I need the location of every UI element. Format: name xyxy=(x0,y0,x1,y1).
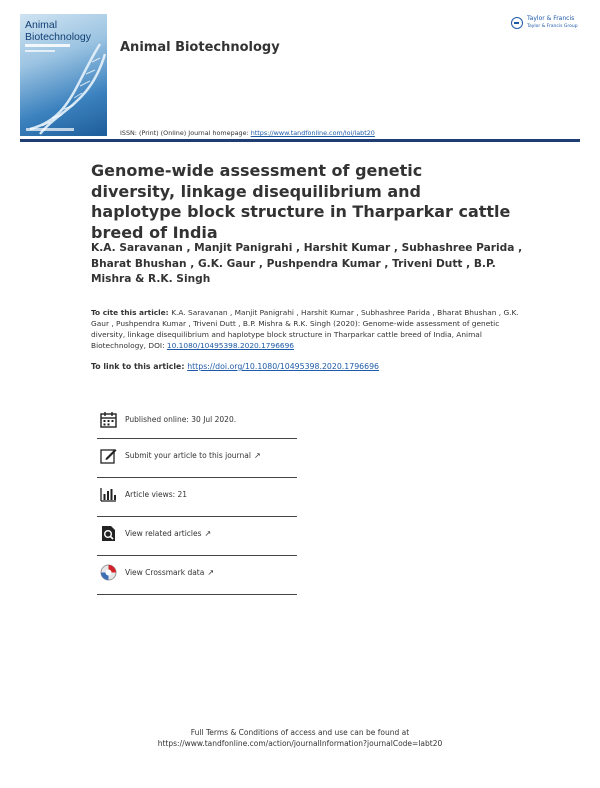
published-online-item xyxy=(97,411,297,439)
related-articles-icon xyxy=(100,525,117,542)
article-doi-url[interactable]: https://doi.org/10.1080/10495398.2020.1796696 xyxy=(187,362,379,371)
issn-text: ISSN: (Print) (Online) Journal homepage: xyxy=(120,129,251,137)
external-link-icon: ↗ xyxy=(207,568,215,577)
article-link-row xyxy=(91,362,379,371)
article-title: Genome-wide assessment of genetic diversity, linkage disequilibrium and haplotype block structure in Tharparkar cattle breed of India xyxy=(91,161,511,242)
publisher-logo-line2: Taylor & Francis Group xyxy=(527,24,578,29)
journal-information-link[interactable]: https://www.tandfonline.com/action/journalInformation?journalCode=labt20 xyxy=(157,739,443,748)
journal-cover-image[interactable] xyxy=(20,14,107,136)
issn-line xyxy=(120,129,375,137)
related-articles-link[interactable] xyxy=(125,529,211,538)
crossmark-icon xyxy=(100,564,117,581)
citation-block xyxy=(91,307,521,351)
related-articles-text: View related articles xyxy=(125,529,202,538)
publisher-logo[interactable] xyxy=(511,15,581,35)
external-link-icon: ↗ xyxy=(253,451,261,460)
citation-label: To cite this article: xyxy=(91,308,172,317)
terms-text: Full Terms & Conditions of access and use can be found at xyxy=(190,728,410,737)
journal-name[interactable]: Animal Biotechnology xyxy=(120,40,280,55)
submit-article-text: Submit your article to this journal xyxy=(125,451,251,460)
external-link-icon: ↗ xyxy=(204,529,212,538)
terms-footer xyxy=(0,727,600,749)
citation-text: K.A. Saravanan , Manjit Panigrahi , Harshit Kumar , Subhashree Parida , Bharat Bhushan , G.K. Gaur , Pushpendra Kumar , Triveni Dutt , B.P. Mishra & R.K. Singh (2020): Genome-wide assessment of genetic diversity, linkage disequilibrium and haplotype block structure in Tharparkar cattle breed of India, Animal Biotechnology, DOI: xyxy=(91,308,519,350)
publisher-logo-line1: Taylor & Francis xyxy=(527,15,575,22)
article-link-label: To link to this article: xyxy=(91,362,188,371)
submit-article-link[interactable] xyxy=(125,451,261,460)
journal-homepage-link[interactable]: https://www.tandfonline.com/loi/labt20 xyxy=(250,129,375,137)
edit-icon xyxy=(100,447,117,464)
article-authors: K.A. Saravanan , Manjit Panigrahi , Harshit Kumar , Subhashree Parida , Bharat Bhushan , G.K. Gaur , Pushpendra Kumar , Triveni Dutt , B.P. Mishra & R.K. Singh xyxy=(91,242,523,285)
related-articles-item[interactable] xyxy=(97,525,297,556)
published-online-text: Published online: 30 Jul 2020. xyxy=(125,415,237,424)
submit-article-item[interactable] xyxy=(97,447,297,478)
cover-divider xyxy=(25,44,70,47)
cover-divider xyxy=(25,50,55,52)
crossmark-text: View Crossmark data xyxy=(125,568,205,577)
header-rule xyxy=(20,139,580,142)
article-views-item xyxy=(97,486,297,517)
cover-title: Animal Biotechnology xyxy=(25,19,91,43)
article-info-list xyxy=(97,411,297,595)
article-views-text: Article views: 21 xyxy=(125,490,188,499)
publisher-logo-icon xyxy=(511,17,523,29)
calendar-icon xyxy=(100,411,117,428)
doi-link[interactable]: 10.1080/10495398.2020.1796696 xyxy=(166,341,295,350)
crossmark-item[interactable] xyxy=(97,564,297,595)
cover-footer-bar xyxy=(26,128,74,131)
bar-chart-icon xyxy=(100,486,117,503)
crossmark-link[interactable] xyxy=(125,568,214,577)
